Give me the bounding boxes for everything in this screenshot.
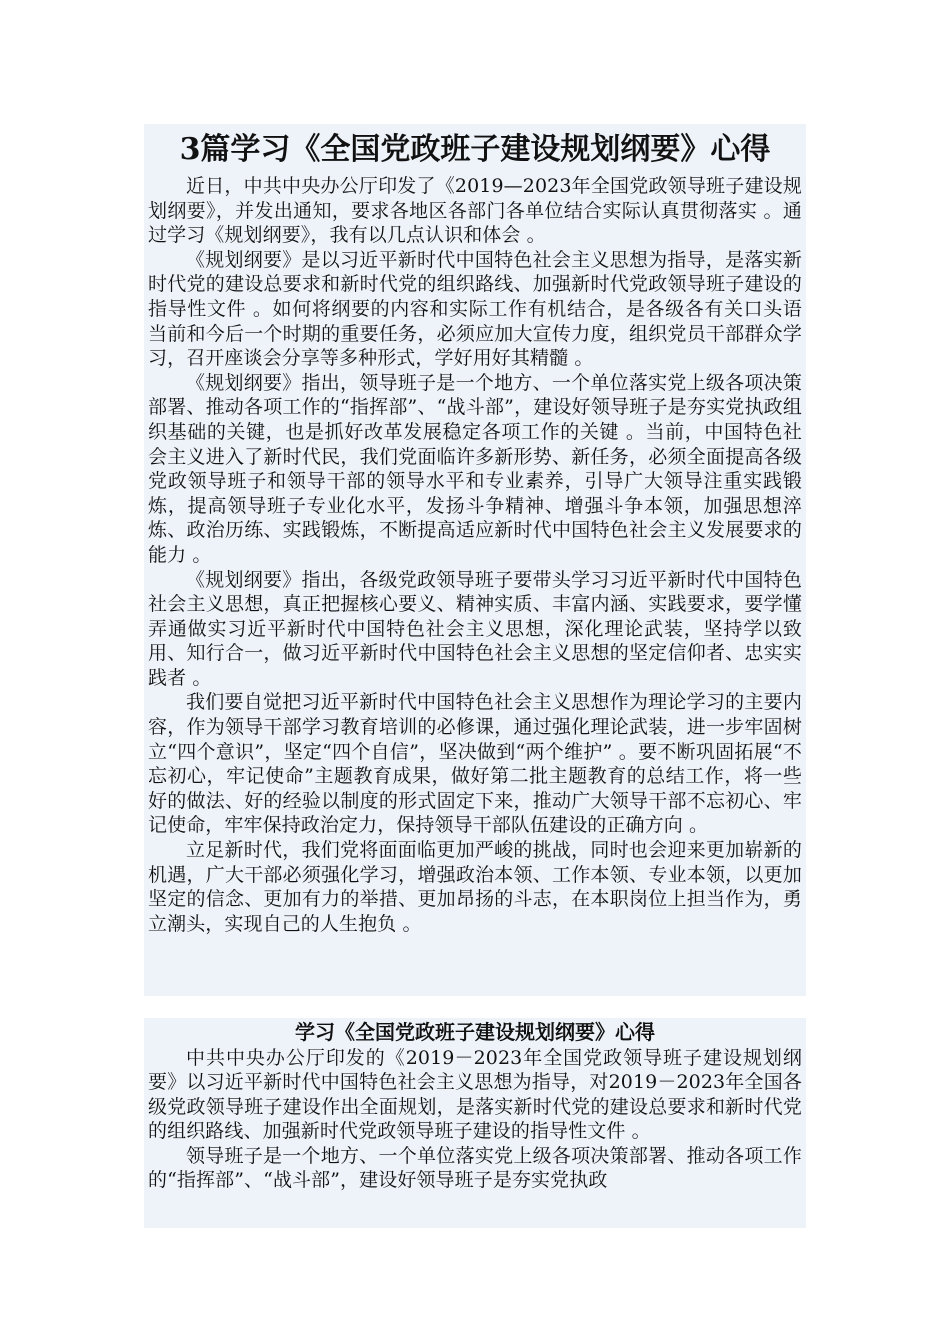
article-2	[144, 1018, 806, 1228]
article-1-paragraph: 我们要自觉把习近平新时代中国特色社会主义思想作为理论学习的主要内容，作为领导干部学习教育培训的必修课，通过强化理论武装，进一步牢固树立“四个意识”，坚定“四个自信”，坚决做到“两个维护” 。要不断巩固拓展“不忘初心，牢记使命”主题教育成果，做好第二批主题教育的总结工作，将一些好的做法、好的经验以制度的形式固定下来，推动广大领导干部不忘初心、牢记使命，牢牢保持政治定力，保持领导干部队伍建设的正确方向 。	[148, 691, 802, 837]
article-1	[144, 124, 806, 996]
article-1-paragraph: 立足新时代，我们党将面面临更加严峻的挑战，同时也会迎来更加崭新的机遇，广大干部必须强化学习，增强政治本领、工作本领、专业本领，以更加坚定的信念、更加有力的举措、更加昂扬的斗志，在本职岗位上担当作为，勇立潮头，实现自己的人生抱负 。	[148, 839, 802, 935]
article-1-paragraph: 《规划纲要》是以习近平新时代中国特色社会主义思想为指导，是落实新时代党的建设总要求和新时代党的组织路线、加强新时代党政领导班子建设的指导性文件 。如何将纲要的内容和实际工作有机结合，是各级各有关口头语当前和今后一个时期的重要任务，必须应加大宣传力度，组织党员干部群众学习，召开座谈会分享等多种形式，学好用好其精髓 。	[148, 248, 802, 370]
article-2-title: 学习《全国党政班子建设规划纲要》心得	[295, 1020, 655, 1044]
article-1-paragraph: 近日，中共中央办公厅印发了《2019—2023年全国党政领导班子建设规划纲要》，并发出通知，要求各地区各部门各单位结合实际认真贯彻落实 。通过学习《规划纲要》，我有以几点认识和体会 。	[148, 175, 802, 247]
article-1-paragraph: 《规划纲要》指出，各级党政领导班子要带头学习习近平新时代中国特色社会主义思想，真正把握核心要义、精神实质、丰富内涵、实践要求，要学懂弄通做实习近平新时代中国特色社会主义思想，深化理论武装，坚持学以致用、知行合一，做习近平新时代中国特色社会主义思想的坚定信仰者、忠实实践者 。	[148, 568, 802, 689]
article-1-title: 3篇学习《全国党政班子建设规划纲要》心得	[179, 132, 771, 167]
article-2-paragraph: 领导班子是一个地方、一个单位落实党上级各项决策部署、推动各项工作的“指挥部”、“战斗部”，建设好领导班子是夯实党执政	[148, 1144, 802, 1192]
article-2-paragraph: 中共中央办公厅印发的《2019－2023年全国党政领导班子建设规划纲要》以习近平新时代中国特色社会主义思想为指导，对2019－2023年全国各级党政领导班子建设作出全面规划，是落实新时代党的建设总要求和新时代党的组织路线、加强新时代党政领导班子建设的指导性文件 。	[148, 1047, 802, 1143]
article-1-paragraph: 《规划纲要》指出，领导班子是一个地方、一个单位落实党上级各项决策部署、推动各项工作的“指挥部”、“战斗部”，建设好领导班子是夯实党执政组织基础的关键，也是抓好改革发展稳定各项工作的关键 。当前，中国特色社会主义进入了新时代民，我们党面临许多新形势、新任务，必须全面提高各级党政领导班子和领导干部的领导水平和专业素养，引导广大领导注重实践锻炼，提高领导班子专业化水平，发扬斗争精神、增强斗争本领，加强思想淬炼、政治历练、实践锻炼，不断提高适应新时代中国特色社会主义发展要求的能力 。	[148, 371, 802, 566]
